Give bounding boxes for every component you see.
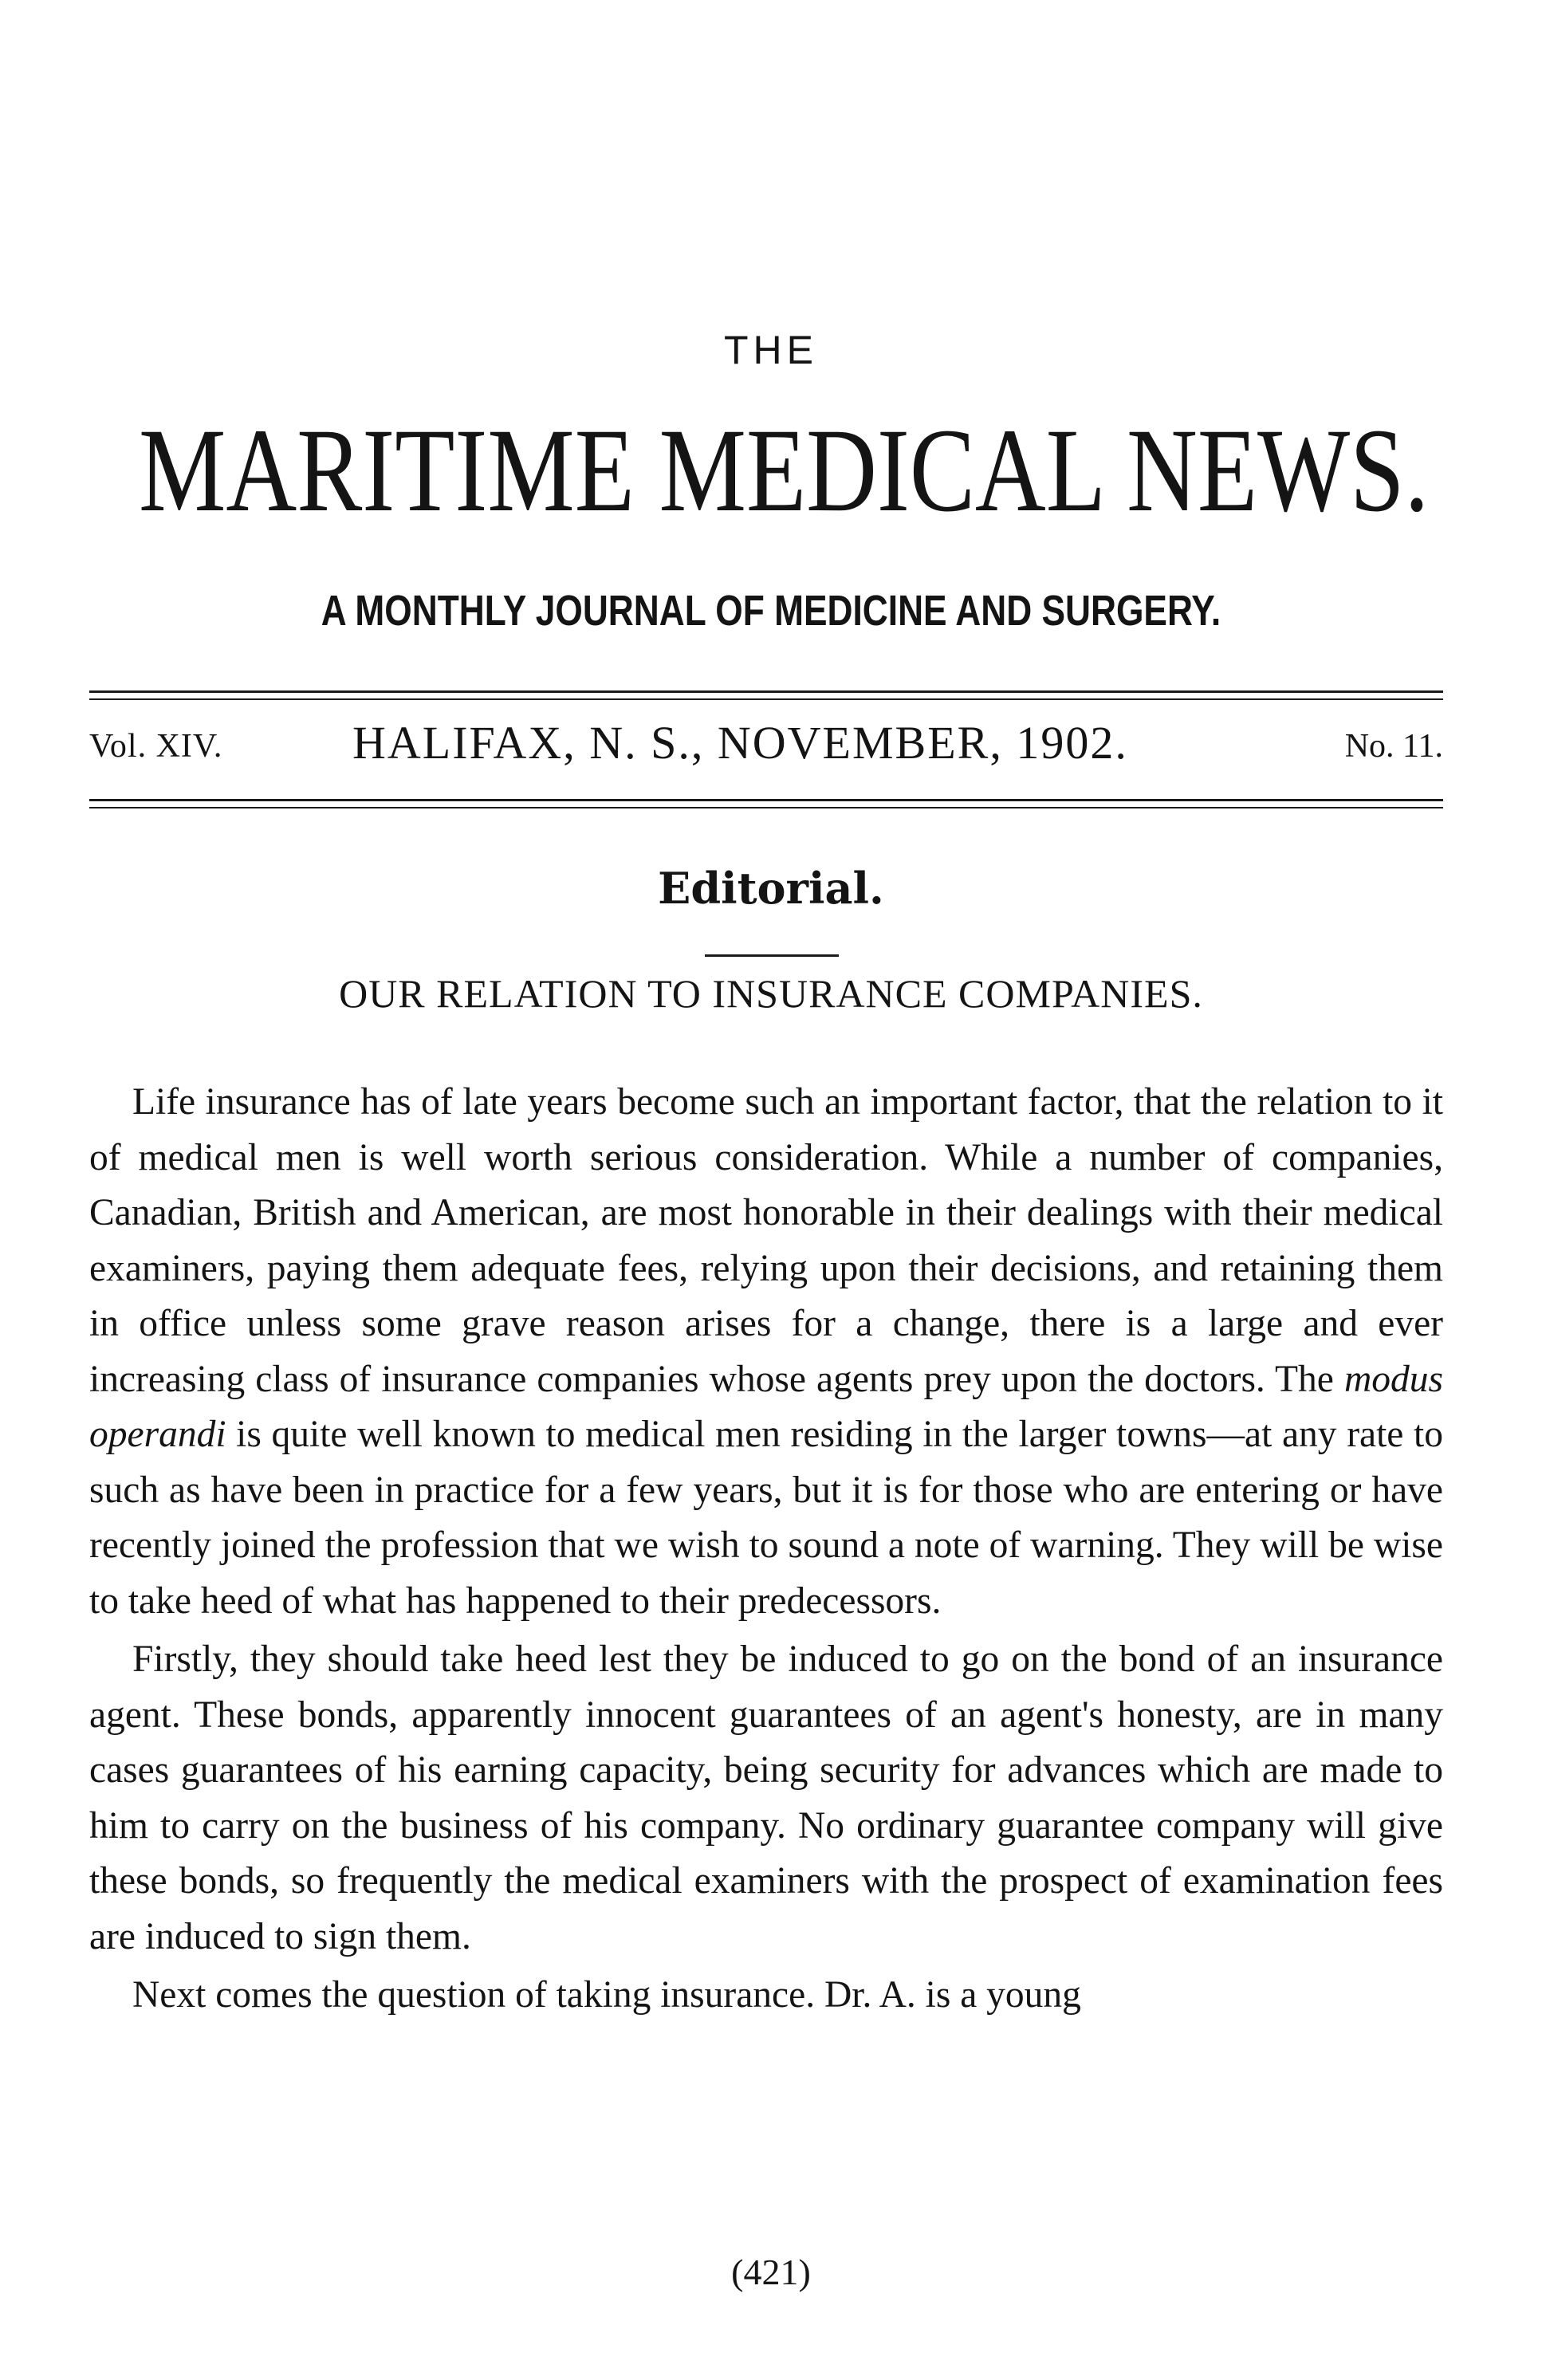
masthead-article: THE xyxy=(724,328,818,372)
journal-title: MARITIME MEDICAL NEWS. xyxy=(139,404,1430,537)
paragraph-3: Next comes the question of taking insurance. Dr. A. is a young xyxy=(132,1974,1081,2016)
bottom-double-rule-1 xyxy=(89,799,1443,801)
paragraph-1-part-a: Life insurance has of late years become such an important factor, that the relation to it of medical men is well worth serious consideration. While a number of companies, Canadian, British and American, are most honorable in their dealings with their medical examiners, paying them adequate fees, relying upon their decisions, and retaining them in office unless some grave reason arises for a change, there is a large and ever increasing class of insurance companies whose agents prey upon the doctors. The xyxy=(89,1081,1443,1400)
paragraph-1-part-b: is quite well known to medical men residing in the larger towns—at any rate to such as have been in practice for a few years, but it is for those who are entering or have recently joined the profession that we wish to sound a note of warning. They will be wise to take heed of what has happened to their predecessors. xyxy=(89,1414,1443,1622)
section-label: Editorial. xyxy=(658,863,884,914)
page-number: (421) xyxy=(731,2252,811,2292)
volume-number: Vol. XIV. xyxy=(89,728,223,765)
article-body xyxy=(89,1075,1443,2027)
article-heading: OUR RELATION TO INSURANCE COMPANIES. xyxy=(339,971,1203,1016)
paragraph-2: Firstly, they should take heed lest they be induced to go on the bond of an insurance agent. These bonds, apparently innocent guarantees of an agent's honesty, are in many cases guarantees of his earning capacity, being security for advances which are made to him to carry on the business of his company. No ordinary guarantee company will give these bonds, so frequently the medical examiners with the prospect of examination fees are induced to sign them. xyxy=(89,1638,1443,1957)
issue-number: No. 11. xyxy=(1344,728,1443,765)
section-divider xyxy=(705,954,839,957)
journal-subtitle: A MONTHLY JOURNAL OF MEDICINE AND SURGERY. xyxy=(321,587,1221,635)
paragraph-1-latin-phrase: modus operandi xyxy=(89,1358,1443,1455)
top-double-rule-1 xyxy=(89,690,1443,693)
top-double-rule-2 xyxy=(89,698,1443,700)
paragraph-1 xyxy=(89,1075,1443,1629)
place-date: HALIFAX, N. S., NOVEMBER, 1902. xyxy=(352,717,1128,769)
issue-line xyxy=(89,716,1443,780)
bottom-double-rule-2 xyxy=(89,807,1443,808)
